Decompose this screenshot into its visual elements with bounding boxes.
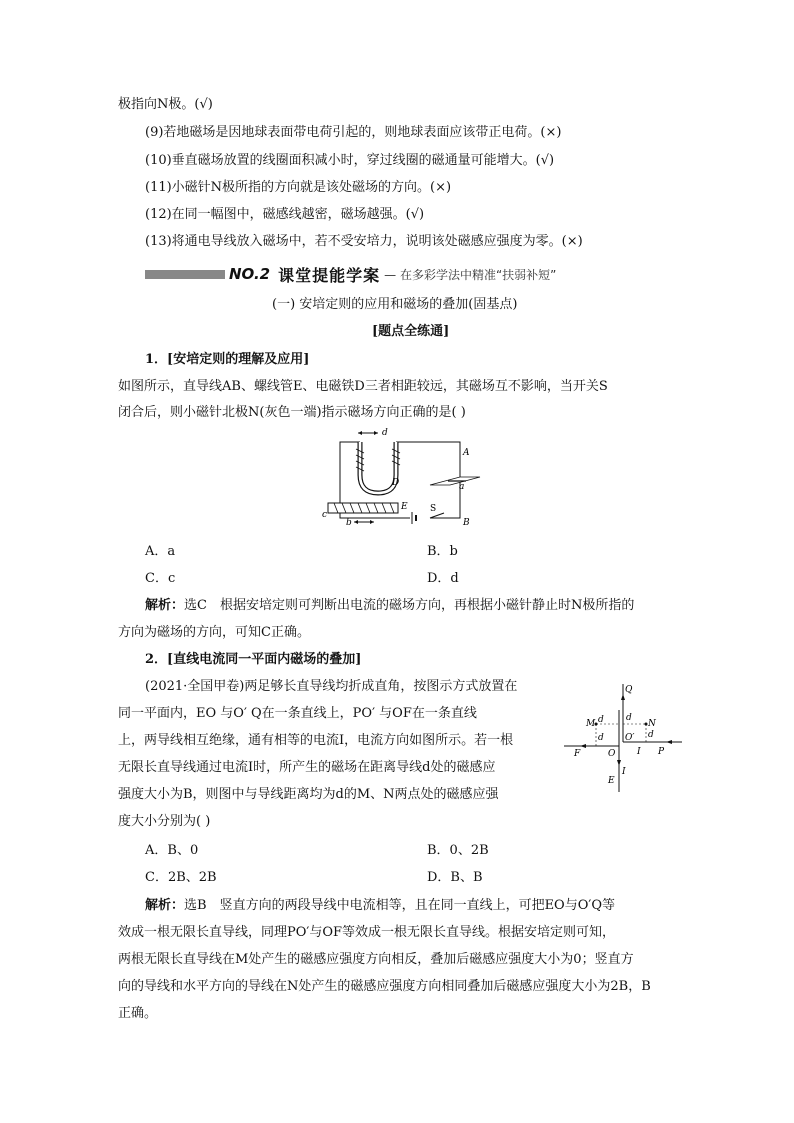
q1-label-d: d [382, 428, 388, 438]
q1-label-E: E [401, 502, 408, 512]
q2-label-N: N [648, 719, 656, 729]
intro-line-12: (12)在同一幅图中，磁感线越密，磁场越强。(√) [145, 207, 425, 222]
q2-analysis-5: 正确。 [118, 1006, 158, 1021]
q2-text-6: 度大小分别为( ) [118, 814, 211, 829]
q2-analysis-text-1: 选B 竖直方向的两段导线中电流相等，且在同一直线上，可把EO与O′Q等 [184, 898, 615, 913]
q2-text-2: 同一平面内，EO 与O′ Q在一条直线上，PO′ 与OF在一条直线 [118, 706, 477, 721]
q2-analysis-label: 解析： [145, 898, 185, 913]
q2-wire-figure [562, 680, 686, 796]
q2-label-O-prime: O′ [625, 733, 635, 743]
q1-option-c: C．c [145, 571, 176, 586]
q2-label-I-horizontal: I [637, 747, 641, 757]
q2-option-d: D．B、B [427, 870, 483, 885]
q2-text-1: (2021·全国甲卷)两足够长直导线均折成直角，按图示方式放置在 [145, 679, 518, 694]
q2-analysis-3: 两根无限长直导线在M处产生的磁感应强度方向相反，叠加后磁感应强度大小为0；竖直方 [118, 952, 634, 967]
banner-subtitle: — 在多彩学法中精准“扶弱补短” [384, 267, 557, 282]
q2-label-I-vertical: I [622, 767, 626, 777]
q1-text-2: 闭合后，则小磁针北极N(灰色一端)指示磁场方向正确的是( ) [118, 405, 466, 420]
q2-analysis-2: 效成一根无限长直导线，同理PO′与OF等效成一根无限长直导线。根据安培定则可知， [118, 925, 616, 940]
intro-line-9: (9)若地磁场是因地球表面带电荷引起的，则地球表面应该带正电荷。(×) [145, 125, 562, 140]
q2-option-b: B．0、2B [427, 843, 489, 858]
q2-label-E: E [608, 776, 615, 786]
banner-title: 课堂提能学案 [278, 265, 381, 285]
section-subtitle: [题点全练通] [372, 324, 450, 339]
banner-bar [145, 270, 225, 279]
intro-line-10: (10)垂直磁场放置的线圈面积减小时，穿过线圈的磁通量可能增大。(√) [145, 153, 555, 168]
q1-text-1: 如图所示，直导线AB、螺线管E、电磁铁D三者相距较远，其磁场互不影响，当开关S [118, 379, 608, 394]
q2-label-d4: d [648, 730, 654, 740]
q2-heading: 2．[直线电流同一平面内磁场的叠加] [145, 652, 362, 667]
q1-circuit-figure [320, 425, 500, 533]
section-title: (一) 安培定则的应用和磁场的叠加(固基点) [272, 297, 518, 312]
q2-label-P: P [658, 747, 665, 757]
q1-label-B: B [463, 518, 470, 528]
q1-label-S: S [430, 504, 437, 514]
q1-analysis-1 [145, 597, 634, 615]
q1-analysis-2: 方向为磁场的方向，可知C正确。 [118, 625, 310, 640]
q2-label-M: M [586, 719, 596, 729]
banner-number: NO.2 [229, 265, 271, 283]
q2-analysis-4: 向的导线和水平方向的导线在N处产生的磁感应强度方向相同叠加后磁感应强度大小为2B，B [118, 979, 651, 994]
intro-line-11: (11)小磁针N极所指的方向就是该处磁场的方向。(×) [145, 180, 452, 195]
q2-text-5: 强度大小为B，则图中与导线距离均为d的M、N两点处的磁感应强 [118, 787, 499, 802]
q1-label-A: A [463, 448, 470, 458]
q1-analysis-text-1: 选C 根据安培定则可判断出电流的磁场方向，再根据小磁针静止时N极所指的 [184, 598, 635, 613]
q2-text-4: 无限长直导线通过电流I时，所产生的磁场在距离导线d处的磁感应 [118, 760, 496, 775]
q2-option-a: A．B、0 [145, 843, 199, 858]
q1-option-d: D．d [427, 571, 459, 586]
q1-label-c: c [322, 510, 328, 520]
q1-label-a: a [459, 482, 465, 492]
q1-heading: 1．[安培定则的理解及应用] [145, 352, 310, 367]
q2-label-d1: d [598, 715, 604, 725]
intro-line-8-end: 极指向N极。(√) [118, 97, 213, 112]
q2-analysis-1 [145, 897, 615, 915]
q1-analysis-label: 解析： [145, 598, 185, 613]
q2-option-c: C．2B、2B [145, 870, 217, 885]
intro-line-13: (13)将通电导线放入磁场中，若不受安培力，说明该处磁感应强度为零。(×) [145, 234, 583, 249]
q2-label-d3: d [626, 713, 632, 723]
q1-option-a: A．a [145, 544, 176, 559]
q2-label-d2: d [598, 733, 604, 743]
q1-option-b: B．b [427, 544, 458, 559]
q1-label-D: D [392, 478, 400, 488]
q2-label-Q: Q [625, 685, 633, 695]
q2-text-3: 上，两导线相互绝缘，通有相等的电流I，电流方向如图所示。若一根 [118, 733, 514, 748]
section-banner [145, 263, 556, 285]
q2-label-O: O [608, 749, 616, 759]
q2-label-F: F [574, 749, 581, 759]
q1-label-b: b [346, 518, 352, 528]
